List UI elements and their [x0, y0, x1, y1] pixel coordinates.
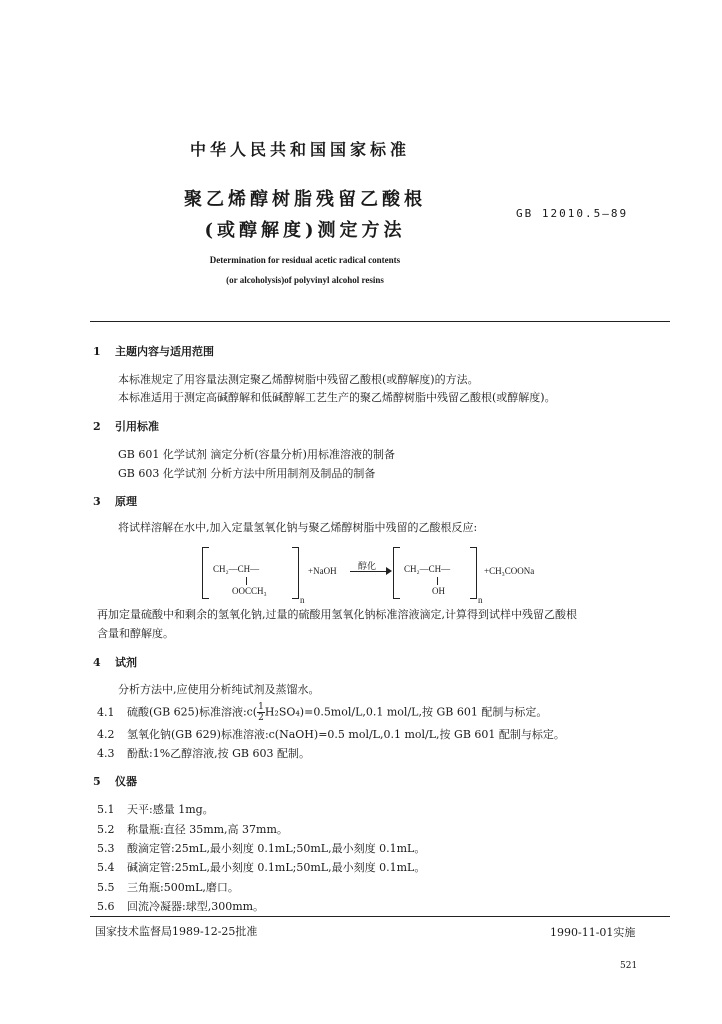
section-5-heading: [93, 773, 137, 789]
section-4-number: 4: [93, 656, 101, 669]
page-number: 521: [620, 961, 638, 971]
reactant-bond: [246, 577, 247, 585]
section-3-paragraph-1: 将试样溶解在水中,加入定量氢氧化钠与聚乙烯醇树脂中残留的乙酸根反应:: [118, 521, 478, 534]
apparatus-number: 5.4: [97, 861, 115, 874]
document-title-line1: 聚乙烯醇树脂残留乙酸根: [184, 189, 426, 210]
product-group: OH: [432, 586, 445, 596]
standard-number: GB 12010.5—89: [516, 207, 629, 220]
byproduct-sodium-acetate: +CH₃COONa: [484, 566, 535, 576]
reaction-arrow-head: [386, 567, 392, 575]
english-title-line1: Determination for residual acetic radical contents: [209, 255, 401, 265]
arrow-label: 醇化: [358, 561, 377, 571]
apparatus-item-5-2: [97, 821, 288, 837]
reactant-group: OOCCH₃: [232, 586, 267, 596]
document-title-line2: (或醇解度)测定方法: [204, 220, 406, 241]
section-2-title: 引用标准: [115, 420, 159, 433]
reference-gb603: GB 603 化学试剂 分析方法中所用制剂及制品的制备: [118, 467, 376, 480]
reagent-number: 4.2: [97, 728, 115, 741]
apparatus-number: 5.1: [97, 803, 115, 816]
apparatus-item-5-1: [97, 801, 214, 817]
section-1-paragraph-2: 本标准适用于测定高碱醇解和低碱醇解工艺生产的聚乙烯醇树脂中残留乙酸根(或醇解度)。: [118, 391, 556, 404]
section-3-paragraph-2-line1: 再加定量硫酸中和剩余的氢氧化钠,过量的硫酸用氢氧化钠标准溶液滴定,计算得到试样中残留乙酸根: [97, 608, 577, 621]
apparatus-number: 5.6: [97, 900, 115, 913]
apparatus-item-5-4: [97, 859, 425, 875]
reference-gb601: GB 601 化学试剂 滴定分析(容量分析)用标准溶液的制备: [118, 448, 395, 461]
english-title-line2: (or alcoholysis)of polyvinyl alcohol resins: [226, 275, 384, 285]
section-1-heading: [93, 343, 214, 359]
footer-rule: [90, 916, 670, 917]
section-4-intro: 分析方法中,应使用分析纯试剂及蒸馏水。: [118, 683, 320, 696]
left-open-bracket: [202, 547, 209, 599]
header-rule: [90, 321, 670, 322]
apparatus-number: 5.5: [97, 881, 115, 894]
section-5-title: 仪器: [115, 775, 137, 788]
reagent-text-pre: 硫酸(GB 625)标准溶液:c(: [127, 705, 258, 719]
apparatus-text: 称量瓶:直径 35mm,高 37mm。: [127, 823, 288, 836]
section-2-heading: [93, 418, 159, 434]
apparatus-item-5-5: [97, 879, 239, 895]
section-1-title: 主题内容与适用范围: [115, 345, 214, 358]
reactant-chain: CH₂—CH—: [213, 564, 260, 574]
section-3-paragraph-2-line2: 含量和醇解度。: [97, 627, 174, 640]
product-chain: CH₂—CH—: [404, 564, 451, 574]
section-4-heading: [93, 654, 137, 670]
section-1-paragraph-1: 本标准规定了用容量法测定聚乙烯醇树脂中残留乙酸根(或醇解度)的方法。: [118, 373, 479, 386]
section-3-title: 原理: [115, 495, 137, 508]
reagent-item-4-1: [97, 702, 547, 723]
reagent-text-post: H₂SO₄)=0.5mol/L,0.1 mol/L,按 GB 601 配制与标定。: [264, 705, 548, 719]
approval-notice: 国家技术监督局1989-12-25批准: [95, 925, 258, 938]
product-subscript-n: n: [478, 595, 483, 605]
fraction-denominator: 2: [258, 713, 264, 723]
section-3-heading: [93, 493, 137, 509]
left-close-bracket: [292, 547, 299, 599]
section-3-number: 3: [93, 495, 101, 508]
right-close-bracket: [470, 547, 477, 599]
apparatus-number: 5.2: [97, 823, 115, 836]
half-fraction: [257, 702, 265, 723]
section-4-title: 试剂: [115, 656, 137, 669]
reactant-subscript-n: n: [300, 595, 305, 605]
section-5-number: 5: [93, 775, 101, 788]
section-1-number: 1: [93, 345, 101, 358]
reaction-arrow-line: [350, 571, 388, 572]
apparatus-item-5-3: [97, 840, 425, 856]
apparatus-text: 碱滴定管:25mL,最小刻度 0.1mL;50mL,最小刻度 0.1mL。: [127, 861, 426, 874]
reagent-number: 4.1: [97, 705, 115, 719]
reagent-naoh: +NaOH: [308, 566, 337, 576]
reagent-item-4-3: [97, 745, 310, 761]
apparatus-text: 天平:感量 1mg。: [127, 803, 214, 816]
fraction-numerator: 1: [258, 702, 264, 712]
right-open-bracket: [393, 547, 400, 599]
product-bond: [437, 577, 438, 585]
apparatus-text: 三角瓶:500mL,磨口。: [127, 881, 239, 894]
apparatus-item-5-6: [97, 898, 264, 914]
apparatus-text: 回流冷凝器:球型,300mm。: [127, 900, 265, 913]
reagent-text: 氢氧化钠(GB 629)标准溶液:c(NaOH)=0.5 mol/L,0.1 mol/L,按 GB 601 配制与标定。: [127, 728, 565, 741]
implementation-date: 1990-11-01实施: [550, 926, 636, 939]
reagent-text: 酚酞:1%乙醇溶液,按 GB 603 配制。: [127, 747, 311, 760]
apparatus-number: 5.3: [97, 842, 115, 855]
reagent-number: 4.3: [97, 747, 115, 760]
reagent-item-4-2: [97, 726, 565, 742]
apparatus-text: 酸滴定管:25mL,最小刻度 0.1mL;50mL,最小刻度 0.1mL。: [127, 842, 426, 855]
section-2-number: 2: [93, 420, 101, 433]
national-standard-heading: 中华人民共和国国家标准: [189, 140, 410, 159]
